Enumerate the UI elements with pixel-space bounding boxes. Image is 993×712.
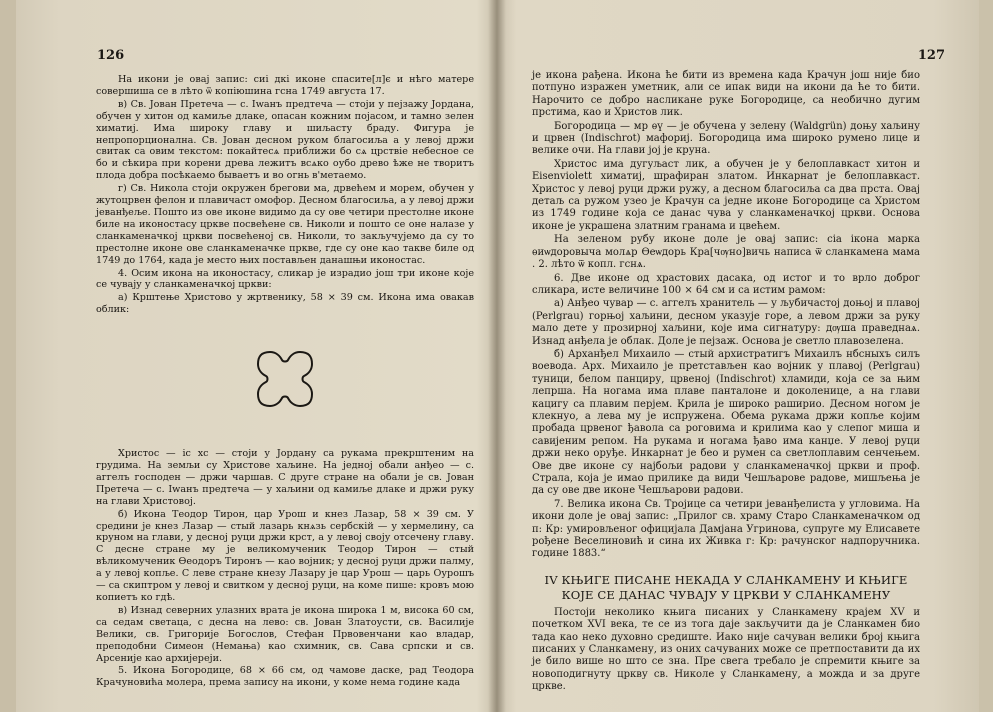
paragraph: Христос — іс хс — стоји у Јордану са рукама прекрштеним на грудима. На земљи су Христове хаљине. На једној обали анђео — с. аггелъ господен — држи чаршав. С друге стране на обали је св. Јован Претеча — с. Іwанъ предтеча — у хаљини од камиље длаке и држи руку на глави Христовој. <box>96 448 474 507</box>
icon-shape-figure <box>96 320 474 440</box>
paragraph: 6. Две иконе од храстових дасака, од истог и то врло доброг сликара, исте величине 100 × 64 см и са истим рамом: <box>532 272 920 296</box>
paragraph: б) Икона Теодор Тирон, цар Урош и кнез Лазар, 58 × 39 см. У средини је кнез Лазар — стый лазарь кнѧзь сербскій — у хермелину, са круном на глави, у десној руци држи крст, а у левој своју отсечену главу. С десне стране му је великомученик Теодор Тирон — стый вѣликомученик Ѳеодоръ Тиронъ — као војник; у десној руци држи палму, а у левој копље. С леве стране кнезу Лазару је цар Урош — царь Оурошъ — са скиптром у левој и свитком у десној руци, на коме пише: кровъ мою копиетъ ко гдѣ. <box>96 508 474 603</box>
paragraph: в) Изнад северних улазних врата је икона широка 1 м, висока 60 см, са седам светаца, с десна на лево: св. Јован Златоусти, св. Василије Велики, св. Григорије Богослов, Стефан Првовенчани као владар, преподобни Симеон (Немања) као схимник, св. Сава српски и св. Арсеније као архијереји. <box>96 604 474 664</box>
paragraph: в) Св. Јован Претеча — с. Іwанъ предтеча — стоји у пејзажу Јордана, обучен у хитон од камиље длаке, опасан кожним појасом, и тамно зелен химатиј. Има широку главу и шиљасту браду. Фигура је непропорционална. Св. Јован десном руком благосиља а у левој држи свитак са овим текстом: покайтесѧ приближи бо сѧ црствіе небесное се бо и сѣкира при корени древа лежитъ всѧко оубо древо ѣже не творитъ плода добра посѣкаемо бываетъ и во огнь в'метаемо. <box>96 98 474 182</box>
left-page-text <box>96 74 474 690</box>
paragraph: а) Анђео чувар — с. аггелъ хранитель — у љубичастој доњој и плавој (Perlgrau) горњој хаљини, десном указује горе, а левом држи за руку мало дете у прозирној хаљини, које има сигнатуру: дѹша праведнаѧ. Изнад анђела је облак. Доле је пејзаж. Основа је светло плавозелена. <box>532 298 920 347</box>
paragraph: 5. Икона Богородице, 68 × 66 см, од чамове даске, рад Теодора Крачуновића молера, према запису на икони, у коме нема године када <box>96 665 474 689</box>
page-number: 127 <box>917 48 945 63</box>
section-heading: IV КЊИГЕ ПИСАНЕ НЕКАДА У СЛАНКАМЕНУ И КЊИГЕ КОЈЕ СЕ ДАНАС ЧУВАЈУ У ЦРКВИ У СЛАНКАМЕНУ <box>544 572 908 602</box>
paragraph: б) Арханђел Михаило — стый архистратигъ Михаилъ нбсныхъ силъ воевода. Арх. Михаило је претстављен као војник у плавој (Perlgrau) туници, белом панциру, црвеној (Indischrot) хламиди, која се за њим лепрша. На ногама има плаве панталоне и доколенице, а на глави кацигу са плавим перјем. Крила је широко раширио. Десном ногом је клекнуо, а лева му је испружена. Обема рукама држи копље којим пробада црвеног ђавола са роговима и крилима као у слепог миша и савијеним репом. На рукама и ногама ђаво има канџе. У левој руци држи неко оруђе. Инкарнат је бео и румен са светлоплавим сенчењем. Ове две иконе су најбољи радови у сланкаменачкој цркви и проф. Страла, која је имао прилике да види Чешљарове радове, мишљења је да су ове две иконе Чешљарови радови. <box>532 348 920 497</box>
paragraph: г) Св. Никола стоји окружен брегови ма, дрвећем и морем, обучен у жутоцрвен фелон и плавичаст омофор. Десном благосиља, а у левој држи јеванђеље. Пошто из ове иконе видимо да су ове четири престолне иконе биле на иконостасу цркве посвећене св. Николи и пошто се оне налазе у сланкаменачкој цркви посвећеној св. Николи, то закључујемо да су то престолне иконе ове сланкаменачке прквe, где су оне као такве биле од 1749 до 1764, када је место њих постављен данашњи иконостас. <box>96 183 474 266</box>
paragraph: На зеленом рубу иконе доле је овај запис: сіа ікона марка ѳиѡдоровыча молѧр Ѳеѡдорь Кра[чѹно]вичь написа ѿ сланкамена мама . 2. лѣто ѿ копл. гснѧ. <box>532 234 920 271</box>
paragraph: је икона рађена. Икона ће бити из времена када Крачун још није био потпуно изражен уметник, али се ипак види на икони да ће то бити. Нарочито се добро насликане руке Богородице, са необично дугим прстима, као и Христов лик. <box>532 70 920 119</box>
paragraph: На икони је овај запис: сиі дкі иконе спасите[л]є и нѣго матере совершиша се в лѣто ѿ копіюшина гсна 1749 августа 17. <box>96 74 474 97</box>
paragraph: 4. Осим икона на иконостасу, сликар је израдио још три иконе које се чувају у сланкаменачкој цркви: <box>96 267 474 291</box>
paragraph: а) Крштење Христово у жртвенику, 58 × 39 см. Икона има овакав облик: <box>96 292 474 316</box>
paragraph: Христос има дугуљаст лик, а обучен је у белоплавкаст хитон и Eisenviolett химатиј, шрафиран златом. Инкарнат је белоплавкаст. Христос у левој руци држи ружу, а десном благосиља са два прста. Овај детаљ са ружом узео је Крачун са једне иконе Богородице са Христом из 1749 године која се данас чува у сланкаменачкој цркви. Основа иконе је украшена златним гранама и цвећем. <box>532 158 920 232</box>
right-page <box>497 0 993 712</box>
paragraph: Богородица — мр ѳү — је обучена у зелену (Waldgrün) доњу хаљину и црвен (Indischrot) мафориј. Богородица има широко румено лице и велике очи. На глави јој је круна. <box>532 120 920 157</box>
paragraph: 7. Велика икона Св. Тројице са четири јеванђелиста у угловима. На икони доле је овај запис: „Прилог св. храму Старо Сланкаменачком од п: Кр: умировљеног официјала Дамјана Угринова, супруге му Елисавете рођене Веселиновић и сина их Живка г: Кр: рачунског надпоручника. године 1883.“ <box>532 498 920 560</box>
paragraph: Постоји неколико књига писаних у Сланкамену крајем XV и почетком XVI века, те се из тога даје закључити да је Сланкамен био тада као неко духовно средиште. Иако није сачуван велики број књига писаних у Сланкамену, из оних сачуваних може се претпоставити да их је било више но што се зна. Пре свега требало је спремити књиге за новоподигнуту цркву св. Николе у Сланкамену, а можда и за друге цркве. <box>532 606 920 693</box>
quatrefoil-shape-icon <box>254 348 316 410</box>
right-page-text <box>532 70 920 695</box>
page-number: 126 <box>97 48 125 63</box>
